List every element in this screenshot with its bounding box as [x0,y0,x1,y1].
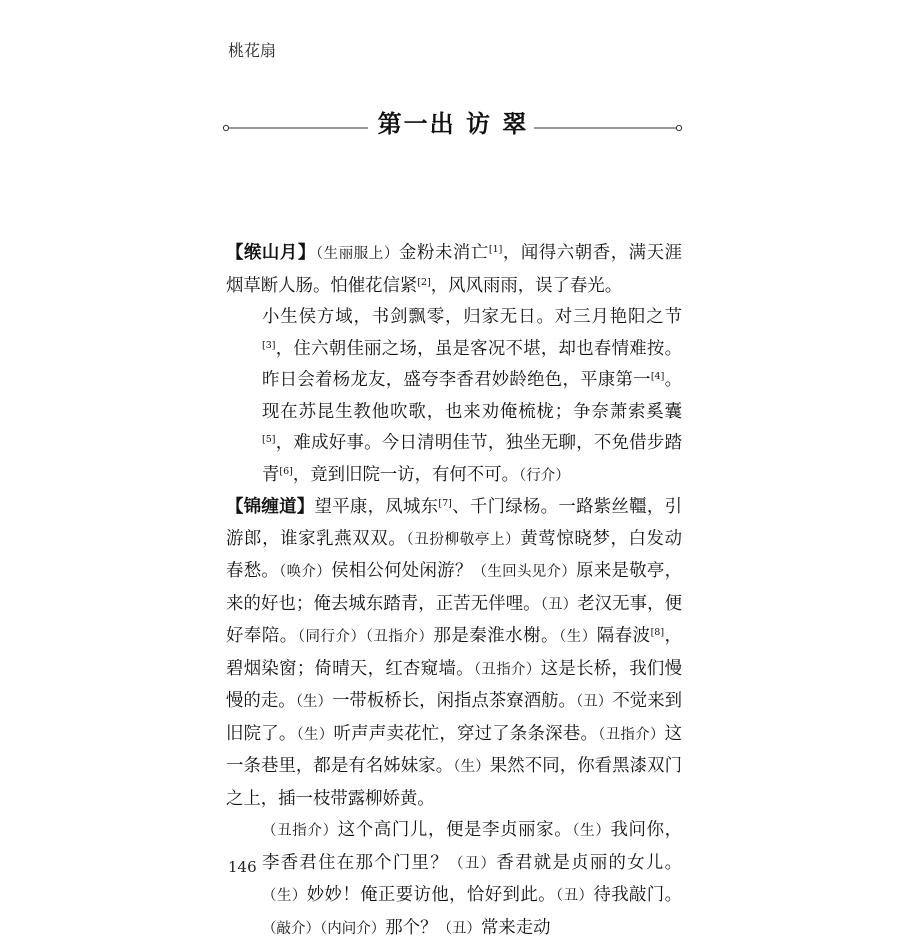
stage-direction: （敲介）（内问介） [262,920,386,937]
verse-text: ，住六朝佳丽之场，虽是客况不堪，却也春情难按。昨日会着杨龙友，盛夸李香君妙龄绝色，平康第一 [262,338,682,390]
verse-text: 这一条巷里，都是有名姊妹家。 [226,723,682,776]
verse-text: 。现在苏昆生教他吹歌，也来劝俺梳栊；争奈萧索奚囊 [262,370,682,422]
paragraph [226,492,682,815]
paragraph [226,815,682,945]
verse-text: ，风风雨雨，误了春光。 [430,275,623,296]
verse-text: ，竟到旧院一访，有何不可。 [292,464,519,485]
footnote-marker: [1] [488,244,503,255]
chapter-title: 第一出 访 翠 [377,110,529,138]
stage-direction: （生） [453,759,490,775]
stage-direction: （生） [262,888,307,904]
stage-direction: （丑） [575,694,613,710]
running-head-title: 桃花扇 [228,41,277,60]
verse-text: 果然不同，你看黑漆双门之上，插一枝带露柳娇黄。 [226,756,682,809]
footnote-marker: [8] [650,627,665,638]
stage-direction: （丑扮柳敬亭上） [406,531,521,548]
footnote-marker: [7] [438,498,452,509]
footnote-marker: [3] [262,339,276,351]
stage-direction: （丑指介） [262,823,338,839]
verse-text: 小生侯方域，书剑飘零，归家无日。对三月艳阳之节 [262,307,682,327]
qupai-tune-name: 【缑山月】 [226,243,316,263]
stage-direction: （同行介）（丑指介） [297,629,434,645]
paragraph [226,238,682,302]
chapter-title-block [222,102,684,142]
verse-text: 那是秦淮水榭。 [433,626,559,646]
verse-text: ，碧烟染窗；倚晴天，红杏窥墙。 [226,626,682,679]
footnote-marker: [4] [650,371,665,382]
verse-text: 我问你，李香君住在那个门里？ [262,820,682,873]
stage-direction: （生） [296,726,334,743]
verse-text: 妙妙！俺正要访他，恰好到此。 [306,885,556,905]
stage-direction: （生回头见介） [472,564,577,580]
verse-text: 香君就是贞丽的女儿。 [496,852,682,873]
verse-text: 、千门绿杨。一路紫丝韁，引游郎，谁家乳燕双双。 [226,497,682,549]
verse-text: 一带板桥长，闲指点茶寮酒舫。 [332,691,576,711]
verse-text: 不觉来到旧院了。 [226,691,683,744]
stage-direction: （唤介） [279,564,332,580]
verse-text: 那个？ [385,917,438,938]
verse-text: 听声声卖花忙，穿过了条条深巷。 [333,723,599,744]
stage-direction: （丑指介） [598,726,665,743]
verse-text: 待我敲门。 [593,885,682,905]
stage-direction: （丑指介） [473,661,541,678]
page-number: 146 [228,858,257,876]
stage-direction: （生） [295,694,333,710]
main-text-body [226,238,682,945]
verse-text: 原来是敬亭，来的好也；俺去城东踏青，正苦无伴哩。 [226,561,682,614]
paragraph [226,302,682,492]
stage-direction: （丑） [540,596,578,613]
stage-direction: （丑） [437,920,481,937]
stage-direction: （生） [572,823,611,839]
footnote-marker: [5] [262,434,276,445]
footnote-marker: [2] [417,276,431,288]
qupai-tune-name: 【锦缠道】 [226,497,315,517]
verse-text: ，难成好事。今日清明佳节，独坐无聊，不免借步踏青 [262,433,682,485]
stage-direction: （生丽服上） [315,246,400,262]
stage-direction: （生） [558,629,597,645]
verse-text: 老汉无事，便好奉陪。 [226,593,682,646]
verse-text: ，闻得六朝香，满天涯烟草断人肠。怕催花信紧 [226,243,682,296]
footnote-marker: [6] [279,465,293,477]
stage-direction: （行介） [518,467,570,484]
stage-direction: （丑） [555,888,594,904]
verse-text: 隔春波 [596,626,651,646]
verse-text: 望平康，凤城东 [314,497,439,517]
verse-text: 这个高门儿，便是李贞丽家。 [337,820,573,840]
verse-text: 侯相公何处闲游？ [331,561,473,581]
stage-direction: （丑） [448,855,497,872]
verse-text: 金粉未消亡 [399,243,489,263]
verse-text: 这是长桥，我们慢慢的走。 [226,658,682,711]
verse-text: 常来走动 [480,917,551,938]
verse-text: 黄莺惊晓梦，白发动春愁。 [226,528,682,581]
